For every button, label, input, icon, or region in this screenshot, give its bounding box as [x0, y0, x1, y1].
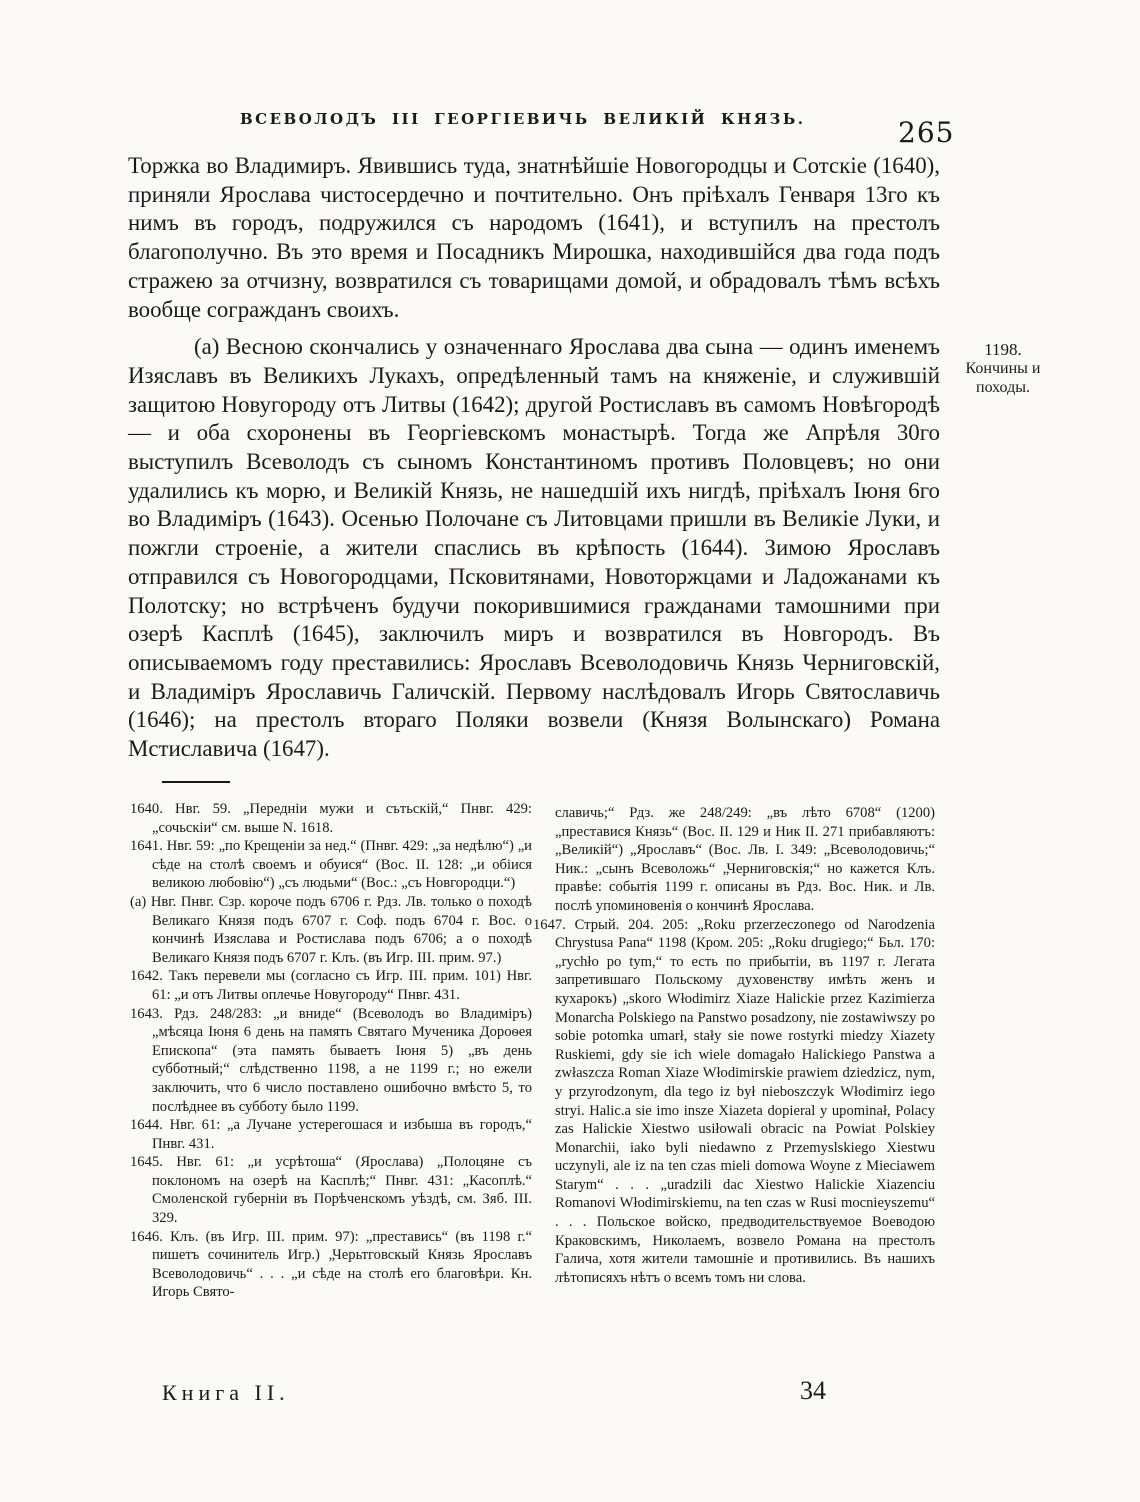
footnote	[130, 1228, 532, 1302]
footnote-number: 1644.	[130, 1117, 163, 1134]
footnotes-right-column	[533, 804, 935, 1287]
footnote-number: 1646.	[130, 1228, 163, 1245]
footnote-text: Такъ перевели мы (согласно съ Игр. III. прим. 101) Нвг. 61: „и отъ Литвы оплечье Новугороду“ Пнвг. 431.	[152, 968, 533, 1003]
footnote-number: (а)	[130, 893, 147, 910]
footnote-text: Рдз. 248/283: „и вниде“ (Всеволодъ во Владиміръ) „мѣсяца Іюня 6 день на память Святаго Мученика Дороѳея Епископа“ (эта память бываетъ Іюня 5) „въ день субботный;“ слѣдственно 1198, а не 1199 г.; но ежели заключить, что 6 число поставлено ошибочно вмѣсто 5, то послѣднее въ субботу было 1199.	[152, 1005, 532, 1115]
footnote-rule	[162, 781, 230, 783]
marginal-text: Кончины и походы.	[965, 360, 1041, 396]
footnote	[130, 967, 532, 1004]
footnote	[130, 1005, 532, 1117]
footnote-continuation	[533, 804, 935, 916]
main-paragraph: Торжка во Владимиръ. Явившись туда, знатнѣйшіе Новогородцы и Сотскіе (1640), приняли Ярослава чистосердечно и почтительно. Онъ пріѣхалъ Генваря 13го къ нимъ въ городъ, подружился съ народомъ (1641), и вступилъ на престолъ благополучно. Въ это время и Посадникъ Мирошка, находившійся два года подъ стражею за отчизну, возвратился съ товарищами домой, и обрадовалъ тѣмъ всѣхъ вообще согражданъ своихъ.	[128, 153, 940, 322]
footnote-number: 1642.	[130, 968, 163, 985]
footnote-text: Нвг. 61: „и усрѣтоша“ (Ярослава) „Полоцяне съ поклономъ на озерѣ на Касплѣ;“ Пнвг. 431: „Касоплѣ.“ Смоленской губерніи въ Порѣченскомъ уѣздѣ, см. Зяб. III. 329.	[152, 1154, 532, 1227]
footnote-text: Нвг. 59. „Передніи мужи и сътьскій,“ Пнвг. 429: „сочьскіи“ см. выше N. 1618.	[152, 801, 532, 836]
footnote	[130, 1116, 532, 1153]
footnote-number: 1643.	[130, 1005, 163, 1022]
page-number: 265	[898, 116, 955, 149]
footnote	[130, 893, 532, 967]
footnote	[130, 1153, 532, 1227]
footnote-text: Нвг. 59: „по Крещеніи за нед.“ (Пнвг. 429: „за недѣлю“) „и сѣде на столѣ своемъ и обуися“ (Вос. II. 128: „и обіися великою любовію“) „съ людьми“ (Вос.: „съ Новгородци.“)	[152, 838, 532, 892]
footnote-text: Нвг. Пнвг. Сзр. короче подъ 6706 г. Рдз. Лв. только о походѣ Великаго Князя подъ 6707 г. Соф. подъ 6704 г. Вос. о кончинѣ Изяслава и Ростислава подъ 6706; а о походѣ Великаго Князя подъ 6707 г. Клъ. (въ Игр. III. прим. 97.)	[150, 893, 532, 966]
signature-mark: Книга II.	[162, 1380, 290, 1405]
footnote-text: Клъ. (въ Игр. III. прим. 97): „преставись“ (въ 1198 г.“ пишетъ сочинитель Игр.) „Черьтговскый Князь Ярославъ Всеволодовичь“ . . . „и сѣде на столѣ его благовѣри. Кн. Игорь Свято-	[152, 1228, 532, 1301]
sheet-number: 34	[800, 1376, 826, 1405]
footnote-number: 1645.	[130, 1154, 163, 1171]
marginal-note	[938, 340, 1068, 397]
footnote	[130, 800, 532, 837]
footnote-number: 1640.	[130, 801, 163, 817]
main-paragraph: (а) Весною скончались у означеннаго Ярослава два сына — одинъ именемъ Изяславъ въ Великихъ Лукахъ, опредѣленный тамъ на княженіе, и служившій защитою Новугороду отъ Литвы (1642); другой Ростиславъ въ самомъ Новѣгородѣ — и оба схоронены въ Георгіевскомъ монастырѣ. Тогда же Апрѣля 30го выступилъ Всеволодъ съ сыномъ Константиномъ противъ Половцевъ; но они удалились къ морю, и Великій Князь, не нашедшій ихъ нигдѣ, пріѣхалъ Іюня 6го во Владиміръ (1643). Осенью Полочане съ Литовцами пришли въ Великіе Луки, и пожгли строеніе, а жители спаслись въ крѣпость (1644). Зимою Ярославъ отправился съ Новогородцами, Псковитянами, Новоторжцами и Ладожанами къ Полотску; но встрѣченъ будучи покорившимися гражданами тамошними при озерѣ Касплѣ (1645), заключилъ миръ и возвратился въ Новгородъ. Въ описываемомъ году преставились: Ярославъ Всеволодовичь Князь Черниговскій, и Владиміръ Ярославичь Галичскій. Первому наслѣдовалъ Игорь Святославичь (1646); на престолъ втораго Поляки возвели (Князя Волынскаго) Романа Мстиславича (1647).	[128, 334, 940, 762]
footnotes-left-column	[130, 800, 532, 1302]
footnote-text: Нвг. 61: „а Лучане устерегошася и избыша въ городъ,“ Пнвг. 431.	[152, 1117, 532, 1152]
footnote	[130, 837, 532, 893]
footnote-text: славичь;“ Рдз. же 248/249: „въ лѣто 6708“ (1200) „преставися Князь“ (Вос. II. 129 и Ник II. 271 прибавляютъ: „Великій“) „Ярославъ“ (Вос. Лв. I. 349: „Всеволодовичь;“ Ник.: „сынъ Всеволожь“ „Черниговскія;“ но кажется Клъ. правѣе: событія 1199 г. описаны въ Рдз. Вос. Ник. и Лв. послѣ упоминовенія о кончинѣ Ярослава.	[555, 805, 935, 914]
main-text	[128, 152, 940, 764]
footnote	[533, 916, 935, 1288]
marginal-year: 1198.	[984, 340, 1022, 359]
footnote-text: Стрый. 204. 205: „Roku przerzeczonego od Narodzenia Chrystusa Pana“ 1198 (Кром. 205: „Roku drugiego;“ Бьл. 170: „rychło po tym,“ то есть по прибытіи, въ 1197 г. Легата запретившаго Польскому духовенству имѣть женъ и кухарокъ) „skoro Włodimirz Xiaze Halickie przez Kazimierza Monarcha Polskiego na Panstwo posadzony, nie zostawiwszy po sobie potomka umarł, stały sie nowe rostyrki miedzy Xiazety Ruskiemi, gdy sie ich wiele domagało Halickiego Panstwa a zwłaszcza Roman Xiaze Włodimirskie prawiem dziedzicz, nym, y przyrodzonym, dla tego iz był nieboszczyk Włodimirz iego stryi. Halic.a sie imo insze Xiazeta dopieral y upominał, Polacy zas Halickie Xiestwo usiłowali obracic na Powiat Polskiey Monarchii, iako byli niedawno z Przemyslskiego Xiestwu uczynyli, ale iz na ten czas mieli domowa Woyne z Mieciawem Starym“ . . . „uradzili dac Xiestwo Halickie Xiazenciu Romanovi Włodimirskiemu, na ten czas w Rusi mocnieyszemu“ . . . Польское войско, предводительствуемое Воеводою Краковскимъ, Николаемъ, возвело Романа на престолъ Галича, хотя жители тамошніе и противились. Въ нашихъ лѣтописяхъ нѣтъ о всемъ томъ ни слова.	[555, 916, 935, 1286]
footnote-number: 1647.	[533, 916, 566, 933]
running-head: ВСЕВОЛОДЪ III ГЕОРГІЕВИЧЬ ВЕЛИКІЙ КНЯЗЬ.	[240, 110, 806, 128]
footnote-number: 1641.	[130, 838, 163, 855]
